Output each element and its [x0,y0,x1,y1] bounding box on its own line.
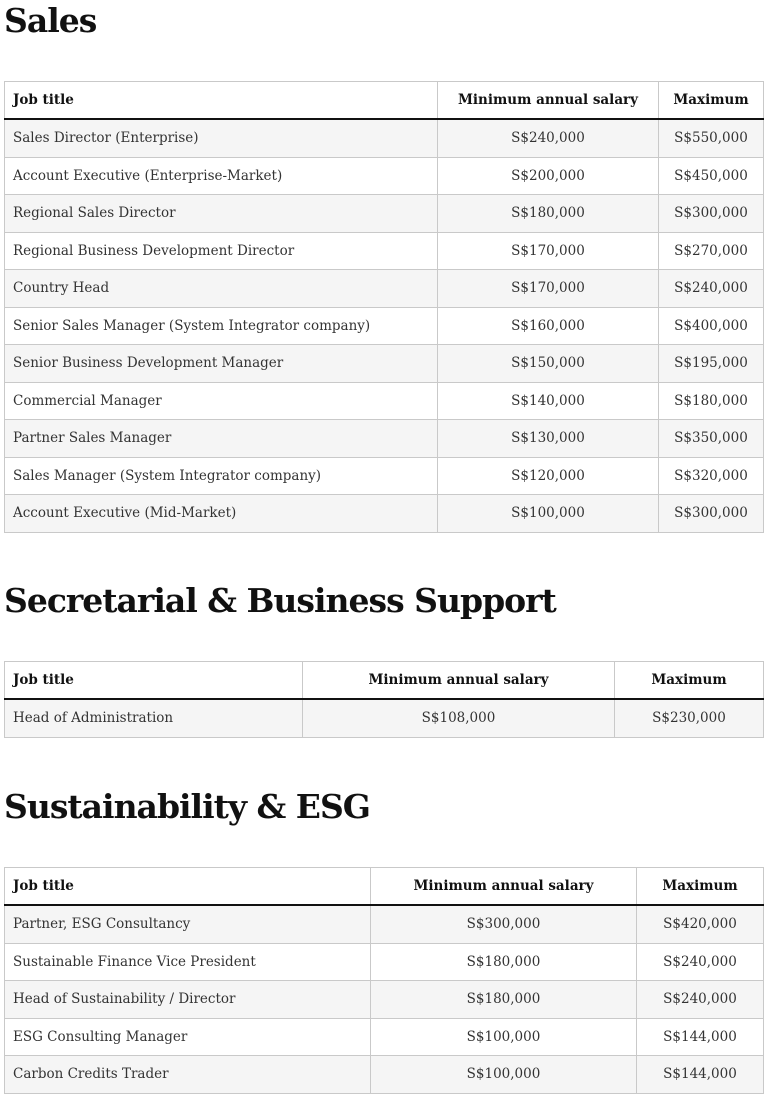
section-heading-sales: Sales [4,1,97,40]
maximum-salary-cell: S$240,000 [637,943,764,981]
minimum-salary-cell: S$120,000 [438,457,659,495]
table-row [5,943,764,981]
maximum-salary-cell: S$450,000 [659,157,764,195]
minimum-salary-cell: S$160,000 [438,307,659,345]
column-header-minimum-salary: Minimum annual salary [371,868,637,906]
column-header-job-title: Job title [5,868,371,906]
job-title-cell: Sustainable Finance Vice President [5,943,371,981]
table-row [5,981,764,1019]
column-header-maximum: Maximum [637,868,764,906]
minimum-salary-cell: S$240,000 [438,119,659,157]
job-title-cell: Partner Sales Manager [5,420,438,458]
table-row [5,195,764,233]
job-title-cell: Commercial Manager [5,382,438,420]
table-row [5,420,764,458]
job-title-cell: Sales Manager (System Integrator company) [5,457,438,495]
minimum-salary-cell: S$130,000 [438,420,659,458]
job-title-cell: Regional Business Development Director [5,232,438,270]
minimum-salary-cell: S$100,000 [371,1018,637,1056]
table-header-row [5,662,764,700]
table-row [5,345,764,383]
maximum-salary-cell: S$550,000 [659,119,764,157]
job-title-cell: Account Executive (Enterprise-Market) [5,157,438,195]
job-title-cell: Senior Sales Manager (System Integrator company) [5,307,438,345]
maximum-salary-cell: S$240,000 [659,270,764,308]
minimum-salary-cell: S$150,000 [438,345,659,383]
table-row [5,307,764,345]
job-title-cell: Head of Administration [5,699,303,737]
job-title-cell: Regional Sales Director [5,195,438,233]
maximum-salary-cell: S$300,000 [659,195,764,233]
maximum-salary-cell: S$420,000 [637,905,764,943]
minimum-salary-cell: S$180,000 [438,195,659,233]
salary-table-sustainability [4,867,764,1094]
maximum-salary-cell: S$300,000 [659,495,764,533]
table-header-row [5,82,764,120]
column-header-maximum: Maximum [659,82,764,120]
job-title-cell: Head of Sustainability / Director [5,981,371,1019]
minimum-salary-cell: S$108,000 [303,699,615,737]
section-heading-secretarial: Secretarial & Business Support [4,581,556,620]
table-header-row [5,868,764,906]
minimum-salary-cell: S$140,000 [438,382,659,420]
table-row [5,119,764,157]
minimum-salary-cell: S$180,000 [371,943,637,981]
job-title-cell: ESG Consulting Manager [5,1018,371,1056]
column-header-job-title: Job title [5,82,438,120]
column-header-minimum-salary: Minimum annual salary [303,662,615,700]
job-title-cell: Country Head [5,270,438,308]
minimum-salary-cell: S$100,000 [438,495,659,533]
table-row [5,382,764,420]
table-row [5,905,764,943]
table-row [5,270,764,308]
table-row [5,699,764,737]
maximum-salary-cell: S$195,000 [659,345,764,383]
job-title-cell: Sales Director (Enterprise) [5,119,438,157]
job-title-cell: Senior Business Development Manager [5,345,438,383]
maximum-salary-cell: S$320,000 [659,457,764,495]
job-title-cell: Partner, ESG Consultancy [5,905,371,943]
maximum-salary-cell: S$230,000 [615,699,764,737]
column-header-job-title: Job title [5,662,303,700]
maximum-salary-cell: S$240,000 [637,981,764,1019]
table-row [5,232,764,270]
table-row [5,495,764,533]
job-title-cell: Account Executive (Mid-Market) [5,495,438,533]
section-heading-sustainability: Sustainability & ESG [4,787,370,826]
minimum-salary-cell: S$170,000 [438,232,659,270]
column-header-minimum-salary: Minimum annual salary [438,82,659,120]
minimum-salary-cell: S$180,000 [371,981,637,1019]
maximum-salary-cell: S$144,000 [637,1056,764,1094]
salary-table-secretarial [4,661,764,738]
minimum-salary-cell: S$170,000 [438,270,659,308]
maximum-salary-cell: S$350,000 [659,420,764,458]
minimum-salary-cell: S$200,000 [438,157,659,195]
minimum-salary-cell: S$300,000 [371,905,637,943]
job-title-cell: Carbon Credits Trader [5,1056,371,1094]
maximum-salary-cell: S$400,000 [659,307,764,345]
table-row [5,157,764,195]
table-row [5,1056,764,1094]
salary-table-sales [4,81,764,533]
table-row [5,1018,764,1056]
minimum-salary-cell: S$100,000 [371,1056,637,1094]
table-row [5,457,764,495]
maximum-salary-cell: S$270,000 [659,232,764,270]
maximum-salary-cell: S$144,000 [637,1018,764,1056]
column-header-maximum: Maximum [615,662,764,700]
maximum-salary-cell: S$180,000 [659,382,764,420]
